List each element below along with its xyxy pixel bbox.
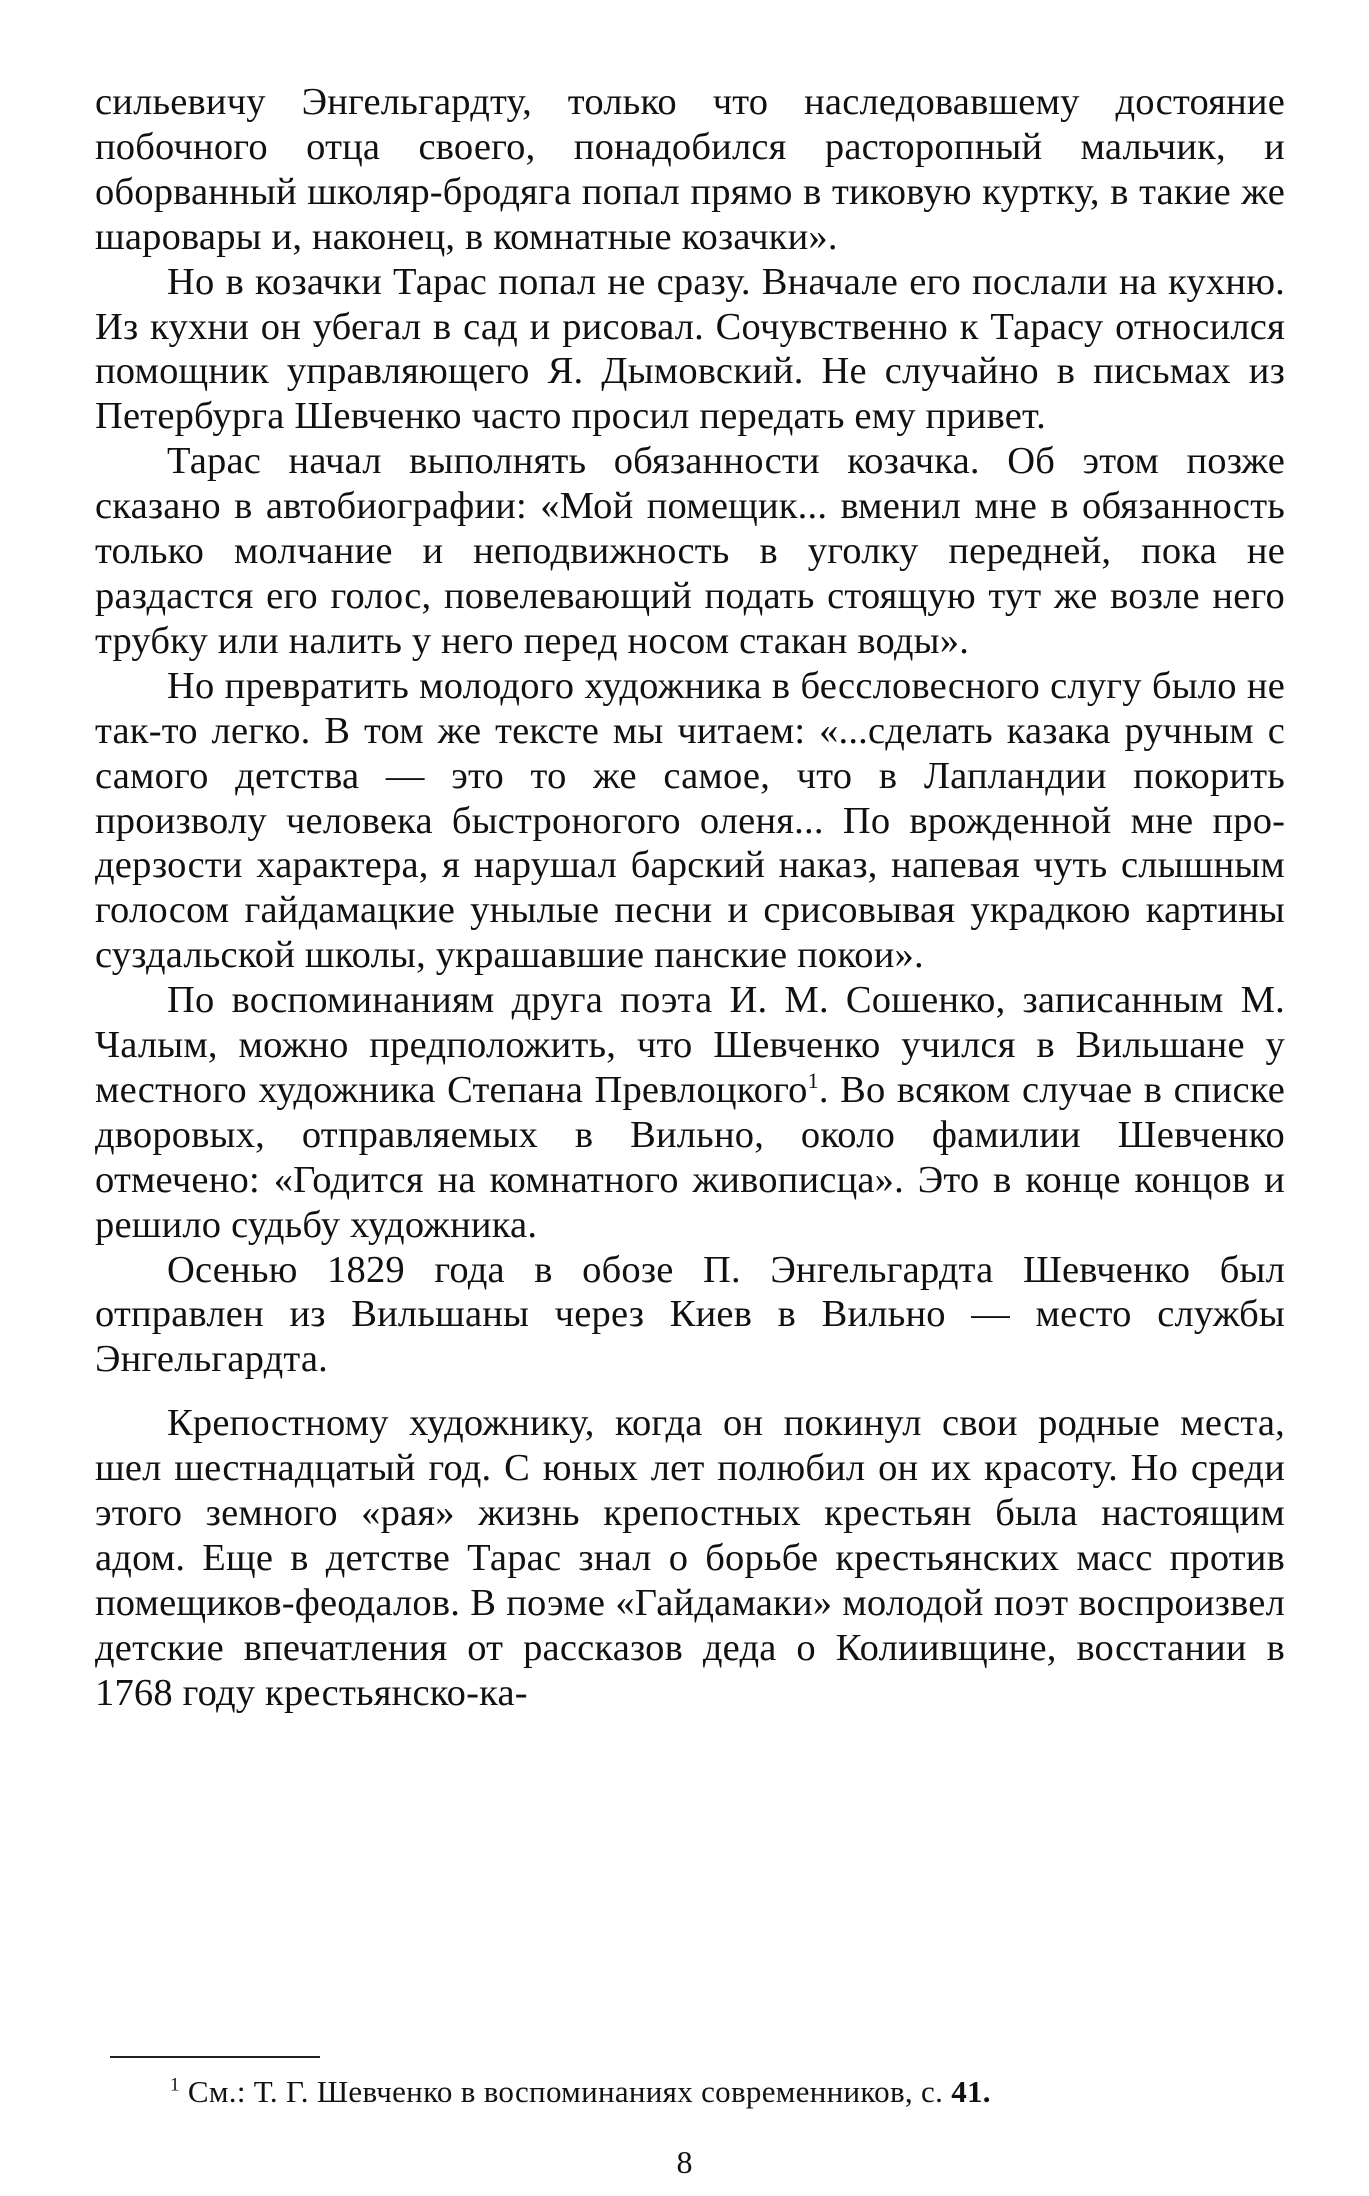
page-body <box>95 80 1285 1716</box>
paragraph-duties: Тарас начал выполнять обязанности козачка. Об этом позже сказано в автобиографии: «Мой помещик... вменил мне в обязанность только молчание и неподвижность в уголку передней, пока не раздастся его голос, повелевающий подать стоящую тут же возле него трубку или налить у него перед носом стакан воды». <box>95 440 1285 662</box>
page-number: 8 <box>676 2144 693 2180</box>
footnote-text: См.: Т. Г. Шевченко в воспоминаниях современников, с. <box>187 2074 952 2109</box>
paragraph-soshenko-text-a: По воспоминаниям друга поэта И. М. Сошенко, записанным М. Чалым, можно предположить, что Шевченко учился в Вильшане у местного художника Степана Превлоцкого <box>95 979 1285 1111</box>
footnote <box>170 2072 1285 2112</box>
footnote-reference[interactable]: 1 <box>807 1068 819 1094</box>
footnote-divider <box>110 2056 320 2058</box>
paragraph-continuation: сильевичу Энгельгардту, только что наследовавшему достояние побочного отца своего, понадобился расторопный мальчик, и оборванный школяр-бродяга попал прямо в тиковую куртку, в такие же шаровары и, наконец, в комнатные козачки». <box>95 81 1285 258</box>
paragraph-silent-servant: Но превратить молодого художника в бессловесного слугу было не так-то легко. В том же тексте мы читаем: «...сделать казака ручным с самого детства — это то же самое, что в Лапландии покорить произволу человека быстроногого оленя... По врожденной мне продерзости характера, я нарушал барский наказ, напевая чуть слышным голосом гайдамацкие унылые песни и срисовывая украдкою картины суздальской школы, украшавшие панские покои». <box>95 664 1285 977</box>
paragraph-autumn-1829: Осенью 1829 года в обозе П. Энгельгардта Шевченко был отправлен из Вильшаны через Киев в Вильно — место службы Энгельгардта. <box>95 1248 1285 1381</box>
footnote-page-ref: 41. <box>951 2074 991 2109</box>
paragraph-soshenko <box>95 978 1285 1247</box>
paragraph-soshenko-text-b: . Во всяком случае в списке дворовых, отправляемых в Вильно, около фамилии Шевченко отмечено: «Годится на комнатного живописца». Это в конце концов и решило судьбу художника. <box>95 1068 1285 1246</box>
paragraph-native-places: Крепостному художнику, когда он покинул свои родные места, шел шестнадцатый год. С юных лет полюбил он их красоту. Но среди этого земного «рая» жизнь крепостных крестьян была настоящим адом. Еще в детстве Тарас знал о борьбе крестьянских масс против помещиков-феодалов. В поэме «Гайдамаки» молодой поэт воспроизвел детские впечатления от рассказов деда о Колиивщине, восстании в 1768 году крестьянско-ка- <box>95 1402 1285 1714</box>
footnote-marker: 1 <box>170 2074 180 2096</box>
paragraph-kozachki: Но в козачки Тарас попал не сразу. Вначале его послали на кухню. Из кухни он убегал в сад и рисовал. Сочувственно к Тарасу относился помощник управляющего Я. Дымовский. Не случайно в письмах из Петербурга Шевченко часто просил передать ему привет. <box>95 260 1285 438</box>
